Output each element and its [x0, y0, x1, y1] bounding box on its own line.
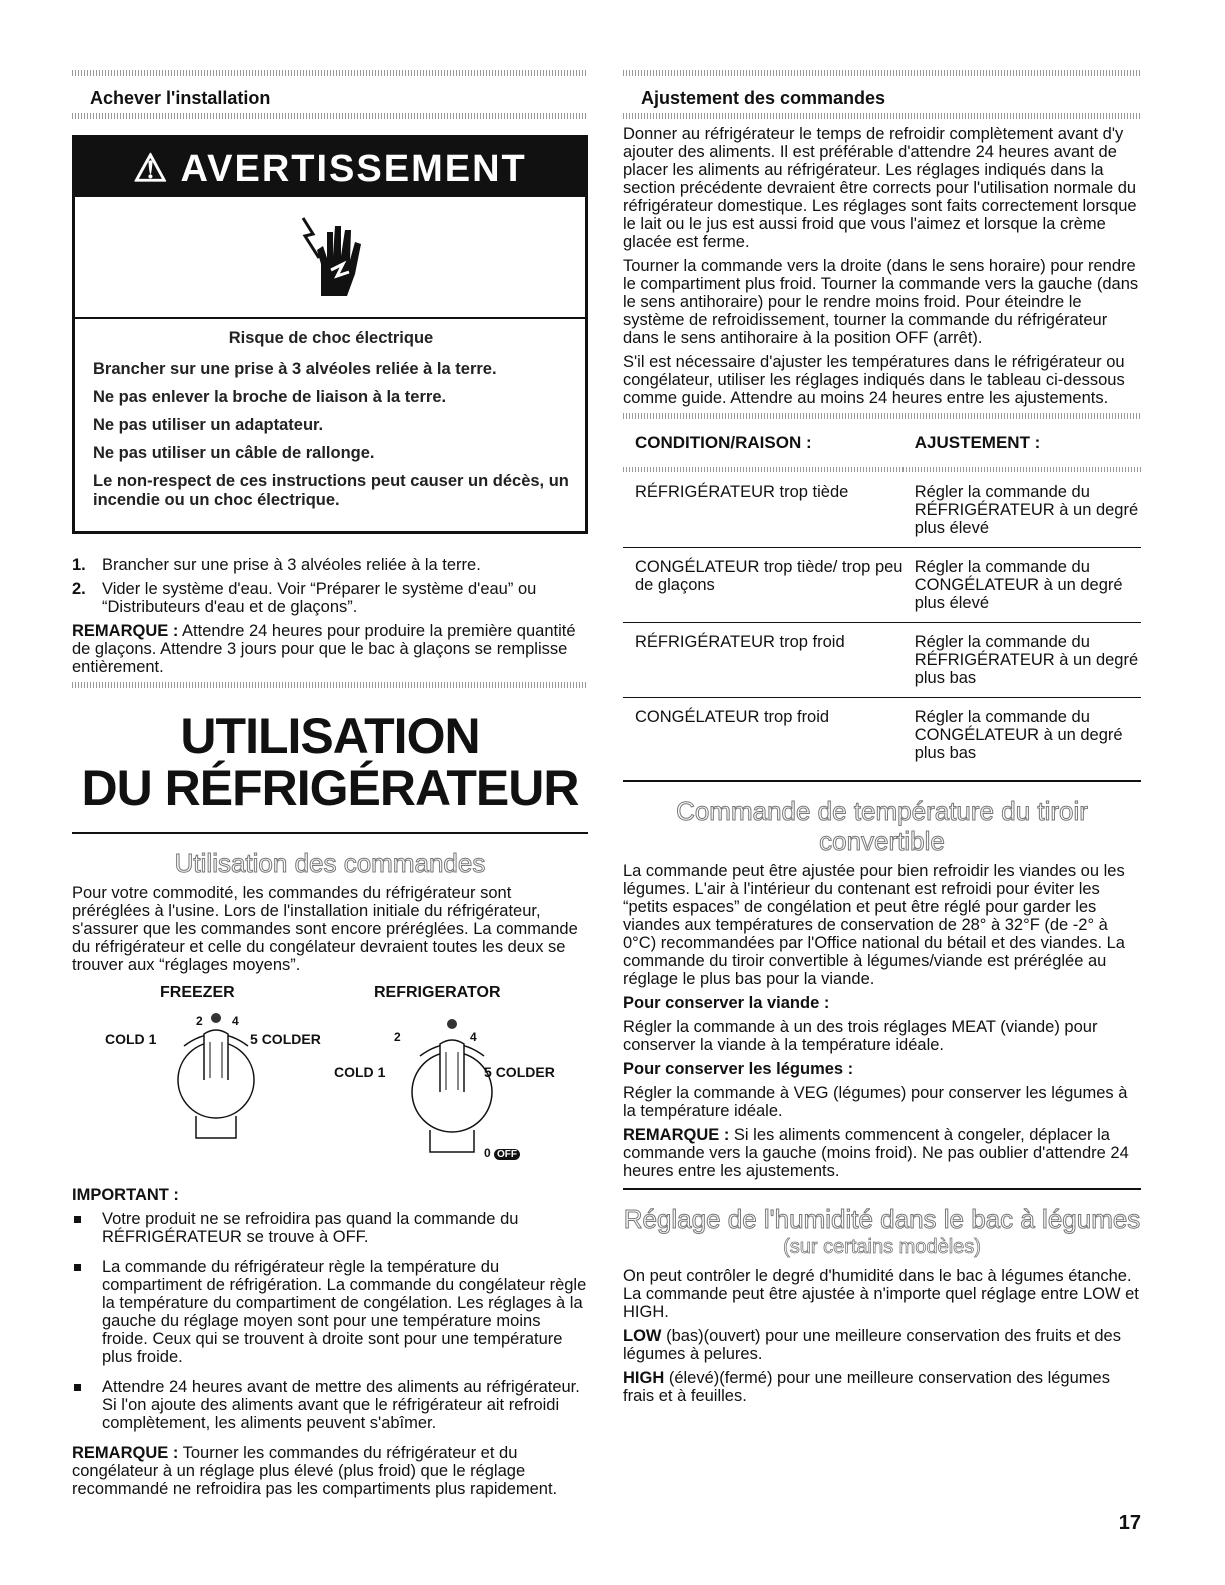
step-number: 1. [72, 556, 86, 574]
table-header-adjustment: AJUSTEMENT : [914, 433, 1041, 452]
meat-label: Pour conserver la viande : [623, 994, 830, 1012]
warning-line: Ne pas enlever la broche de liaison à la terre. [93, 388, 447, 406]
high-label: HIGH [623, 1369, 665, 1387]
warning-line: Ne pas utiliser un adaptateur. [93, 416, 324, 434]
left-column [72, 70, 588, 1504]
table-row [623, 464, 1141, 548]
freezer-tick-4: 4 [232, 1014, 239, 1028]
right-column [623, 70, 1141, 1411]
refrigerator-off-position: 0 OFF [484, 1146, 520, 1160]
low-text: (bas)(ouvert) pour une meilleure conservation des fruits et des légumes à pelures. [623, 1327, 1121, 1363]
step-number: 2. [72, 580, 86, 598]
veg-paragraph: Régler la commande à VEG (légumes) pour conserver les légumes à la température idéale. [623, 1084, 1128, 1120]
install-steps [72, 556, 588, 616]
refrigerator-cold-label: COLD 1 [334, 1064, 386, 1080]
install-heading: Achever l'installation [90, 88, 271, 108]
step-text: Brancher sur une prise à 3 alvéoles reliée à la terre. [102, 556, 481, 574]
control-dials-figure [72, 984, 588, 1184]
page-title-line: DU RÉFRIGÉRATEUR [81, 760, 579, 816]
remark-label: REMARQUE : [623, 1126, 730, 1144]
freezer-cold-label: COLD 1 [105, 1031, 157, 1047]
controls-heading: Utilisation des commandes [174, 848, 486, 878]
section-rule [623, 780, 1141, 782]
important-label: IMPORTANT : [72, 1186, 179, 1204]
adjust-paragraph: S'il est nécessaire d'ajuster les températures dans le réfrigérateur ou congélateur, utiliser les réglages indiqués dans le tableau ci-dessous comme guide. Attendre au moins 24 heures entre les ajustements. [623, 353, 1125, 407]
warning-triangle-icon: ⚠ [133, 148, 170, 190]
refrigerator-colder-label: 5 COLDER [484, 1064, 555, 1080]
list-item [72, 580, 588, 616]
freezer-label: FREEZER [160, 984, 235, 1001]
electric-shock-icon [75, 197, 585, 319]
warning-banner-text: AVERTISSEMENT [180, 148, 527, 190]
humidity-heading: Réglage de l'humidité dans le bac à légumes [623, 1204, 1141, 1234]
warning-line: Le non-respect de ces instructions peut causer un décès, un incendie ou un choc électrique. [93, 472, 569, 509]
meat-paragraph: Régler la commande à un des trois réglages MEAT (viande) pour conserver la viande à la température idéale. [623, 1018, 1098, 1054]
table-cell: RÉFRIGÉRATEUR trop froid [623, 623, 903, 698]
table-cell: Régler la commande du CONGÉLATEUR à un degré plus élevé [903, 548, 1141, 623]
drawer-heading: Commande de température du tiroir convertible [676, 796, 1088, 856]
freezer-tick-2: 2 [196, 1014, 203, 1028]
adjustment-table [623, 425, 1141, 772]
low-label: LOW [623, 1327, 662, 1345]
table-header-condition: CONDITION/RAISON : [635, 433, 812, 452]
table-row [623, 623, 1141, 698]
table-cell: Régler la commande du RÉFRIGÉRATEUR à un degré plus élevé [903, 464, 1141, 548]
refrigerator-tick-2: 2 [394, 1030, 401, 1044]
table-cell: RÉFRIGÉRATEUR trop tiède [623, 464, 903, 548]
humidity-subheading: (sur certains modèles) [783, 1236, 981, 1258]
table-header-row [623, 425, 1141, 464]
humidity-paragraph: On peut contrôler le degré d'humidité dans le bac à légumes étanche. La commande peut être ajustée à n'importe quel réglage entre LOW et HIGH. [623, 1267, 1139, 1321]
table-cell: Régler la commande du RÉFRIGÉRATEUR à un degré plus bas [903, 623, 1141, 698]
high-text: (élevé)(fermé) pour une meilleure conservation des légumes frais et à feuilles. [623, 1369, 1110, 1405]
section-rule [72, 113, 588, 119]
warning-body [75, 319, 585, 531]
refrigerator-tick-4: 4 [470, 1030, 477, 1044]
list-item: Attendre 24 heures avant de mettre des aliments au réfrigérateur. Si l'on ajoute des aliments avant que le réfrigérateur ait refroidi complètement, les aliments peuvent s'abîmer. [72, 1378, 588, 1432]
table-cell: CONGÉLATEUR trop tiède/ trop peu de glaçons [623, 548, 903, 623]
remark-paragraph [72, 1444, 588, 1498]
list-item: La commande du réfrigérateur règle la température du compartiment de réfrigération. La commande du congélateur règle la température du compartiment de congélation. Les réglages à la gauche du réglage moyen sont pour une température moins froide. Ceux qui se trouvent à droite sont pour une température plus froide. [72, 1258, 588, 1366]
drawer-paragraph: La commande peut être ajustée pour bien refroidir les viandes ou les légumes. L'air à l'intérieur du contenant est refroidi pour éviter les “petits espaces” de congélation et peut être réglé pour garder les viandes aux températures de conservation de 28° à 32°F (de -2° à 0°C) recommandées par l'Office national du bétail et des viandes. La commande du tiroir convertible à légumes/viande est préréglée au réglage le plus bas pour la viande. [623, 862, 1125, 988]
page-number: 17 [1118, 1512, 1141, 1534]
controls-intro: Pour votre commodité, les commandes du réfrigérateur sont préréglées à l'usine. Lors de l'installation initiale du réfrigérateur, s'assurer que les commandes sont encore préréglées. La commande du réfrigérateur et celle du congélateur devraient toutes les deux se trouver aux “réglages moyens”. [72, 884, 578, 974]
section-rule [623, 413, 1141, 419]
veg-label: Pour conserver les légumes : [623, 1060, 854, 1078]
remark-label: REMARQUE : [72, 622, 179, 640]
low-paragraph [623, 1327, 1141, 1363]
warning-line: Brancher sur une prise à 3 alvéoles reliée à la terre. [93, 360, 497, 378]
warning-title: Risque de choc électrique [228, 329, 434, 347]
table-cell: Régler la commande du CONGÉLATEUR à un degré plus bas [903, 698, 1141, 773]
step-text: Vider le système d'eau. Voir “Préparer le système d'eau” ou “Distributeurs d'eau et de glaçons”. [102, 580, 537, 616]
remark-label: REMARQUE : [72, 1444, 179, 1462]
table-cell: CONGÉLATEUR trop froid [623, 698, 903, 773]
remark-text: Si les aliments commencent à congeler, déplacer la commande vers la gauche (moins froid). Ne pas oublier d'attendre 24 heures entre les ajustements. [623, 1126, 1129, 1180]
warning-line: Ne pas utiliser un câble de rallonge. [93, 444, 375, 462]
warning-box [72, 135, 588, 534]
page-title [72, 710, 588, 814]
refrigerator-label: REFRIGERATOR [374, 984, 501, 1001]
remark-text: Tourner les commandes du réfrigérateur et du congélateur à un réglage plus élevé (plus froid) que le réglage recommandé ne refroidira pas les compartiments plus rapidement. [72, 1444, 558, 1498]
remark-paragraph [623, 1126, 1141, 1180]
important-list [72, 1210, 588, 1432]
remark-paragraph [72, 622, 588, 676]
adjust-heading: Ajustement des commandes [641, 88, 886, 108]
adjust-paragraph: Donner au réfrigérateur le temps de refroidir complètement avant d'y ajouter des aliments. Il est préférable d'attendre 24 heures avant de placer les aliments au réfrigérateur. Les réglages indiqués dans la section précédente devraient être corrects pour l'utilisation normale du réfrigérateur domestique. Les réglages sont faits correctement lorsque le lait ou le jus est aussi froid que vous l'aimez et lorsque la crème glacée est ferme. [623, 125, 1137, 251]
adjust-paragraph: Tourner la commande vers la droite (dans le sens horaire) pour rendre le compartiment plus froid. Tourner la commande vers la gauche (dans le sens antihoraire) pour le rendre moins froid. Pour éteindre le système de refroidissement, tourner la commande du réfrigérateur dans le sens antihoraire à la position OFF (arrêt). [623, 257, 1139, 347]
list-item [72, 556, 588, 574]
freezer-colder-label: 5 COLDER [250, 1031, 321, 1047]
page-title-line: UTILISATION [180, 708, 480, 764]
table-row [623, 698, 1141, 773]
warning-banner [75, 138, 585, 197]
freezer-dial-icon [170, 1012, 260, 1152]
section-rule [72, 832, 588, 834]
high-paragraph [623, 1369, 1141, 1405]
off-badge: OFF [494, 1149, 520, 1160]
section-rule [623, 1188, 1141, 1190]
list-item: Votre produit ne se refroidira pas quand la commande du RÉFRIGÉRATEUR se trouve à OFF. [72, 1210, 588, 1246]
remark-text: Attendre 24 heures pour produire la première quantité de glaçons. Attendre 3 jours pour que le bac à glaçons se remplisse entièrement. [72, 622, 576, 676]
section-rule [72, 682, 588, 688]
table-row [623, 548, 1141, 623]
